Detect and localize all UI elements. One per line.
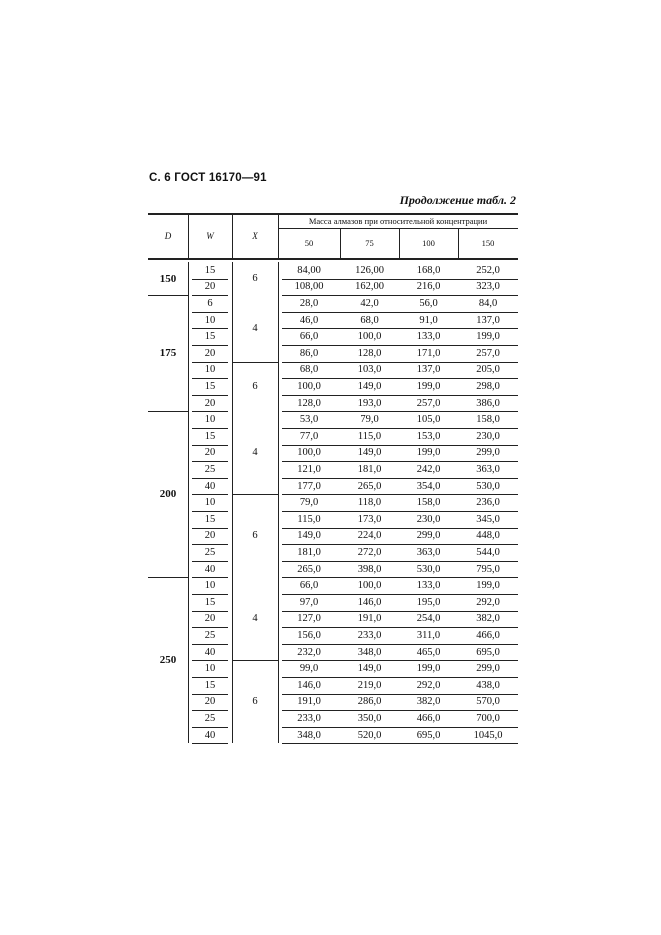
cell-mass: 149,0	[297, 530, 321, 542]
cell-w: 25	[204, 629, 216, 641]
cell-mass: 795,0	[476, 563, 500, 575]
cell-w: 15	[204, 331, 216, 343]
header-concentration: 75	[365, 238, 374, 248]
header-mass-group: Масса алмазов при относительной концентрации	[308, 215, 488, 226]
cell-x: 6	[252, 380, 258, 392]
cell-mass: 354,0	[416, 480, 441, 492]
cell-mass: 530,0	[416, 563, 441, 575]
cell-mass: 77,0	[299, 430, 319, 442]
x-group-rule	[232, 362, 278, 363]
cell-mass: 42,0	[360, 297, 379, 309]
cell-w: 20	[204, 530, 216, 542]
cell-mass: 79,0	[360, 414, 379, 426]
cell-mass: 299,0	[476, 447, 500, 459]
cell-mass: 168,0	[416, 264, 441, 276]
cell-w: 15	[204, 264, 216, 276]
cell-mass: 153,0	[416, 430, 441, 442]
cell-w: 10	[204, 314, 216, 326]
cell-mass: 233,0	[357, 629, 382, 641]
cell-mass: 181,0	[297, 546, 321, 558]
cell-w: 15	[204, 679, 216, 691]
cell-d: 150	[159, 272, 177, 285]
cell-mass: 1045,0	[473, 729, 503, 741]
cell-mass: 570,0	[476, 696, 500, 708]
cell-w: 10	[204, 414, 216, 426]
cell-mass: 177,0	[297, 480, 321, 492]
cell-w: 20	[204, 347, 216, 359]
cell-w: 10	[204, 497, 216, 509]
header-w: W	[206, 230, 214, 241]
cell-mass: 465,0	[416, 646, 441, 658]
cell-mass: 700,0	[476, 712, 500, 724]
cell-w: 20	[204, 613, 216, 625]
x-group-rule	[232, 660, 278, 661]
cell-mass: 292,0	[476, 596, 500, 608]
cell-w: 40	[204, 729, 216, 741]
cell-mass: 91,0	[419, 314, 438, 326]
cell-mass: 438,0	[476, 679, 500, 691]
cell-mass: 68,0	[360, 314, 379, 326]
cell-mass: 173,0	[357, 513, 382, 525]
cell-mass: 199,0	[476, 331, 500, 343]
cell-mass: 193,0	[357, 397, 382, 409]
cell-mass: 79,0	[299, 497, 319, 509]
cell-mass: 199,0	[416, 447, 441, 459]
cell-mass: 242,0	[416, 463, 441, 475]
cell-mass: 363,0	[416, 546, 441, 558]
cell-mass: 162,00	[355, 281, 384, 293]
cell-w: 25	[204, 546, 216, 558]
cell-mass: 299,0	[416, 530, 441, 542]
cell-w: 10	[204, 580, 216, 592]
cell-w: 10	[204, 663, 216, 675]
cell-mass: 115,0	[297, 513, 321, 525]
cell-mass: 158,0	[476, 414, 500, 426]
cell-w: 40	[204, 563, 216, 575]
cell-mass: 149,0	[357, 447, 382, 459]
cell-mass: 466,0	[476, 629, 500, 641]
cell-mass: 252,0	[476, 264, 500, 276]
d-group-rule	[148, 295, 188, 296]
cell-mass: 398,0	[357, 563, 382, 575]
cell-mass: 272,0	[357, 546, 382, 558]
cell-mass: 466,0	[416, 712, 441, 724]
cell-w: 15	[204, 430, 216, 442]
cell-mass: 530,0	[476, 480, 500, 492]
cell-mass: 66,0	[299, 331, 319, 343]
cell-mass: 257,0	[416, 397, 441, 409]
d-group-rule	[148, 411, 188, 412]
cell-mass: 191,0	[297, 696, 321, 708]
cell-mass: 68,0	[299, 364, 319, 376]
cell-mass: 544,0	[476, 546, 500, 558]
cell-x: 4	[252, 613, 258, 625]
cell-mass: 121,0	[297, 463, 321, 475]
cell-mass: 100,0	[297, 380, 321, 392]
cell-mass: 233,0	[297, 712, 321, 724]
cell-mass: 181,0	[357, 463, 382, 475]
cell-mass: 236,0	[476, 497, 500, 509]
cell-w: 6	[207, 297, 213, 309]
cell-mass: 219,0	[357, 679, 382, 691]
cell-w: 40	[204, 480, 216, 492]
row-rule	[282, 743, 518, 744]
cell-mass: 137,0	[476, 314, 500, 326]
cell-mass: 28,0	[299, 297, 319, 309]
cell-mass: 195,0	[416, 596, 441, 608]
cell-mass: 695,0	[476, 646, 500, 658]
cell-mass: 292,0	[416, 679, 441, 691]
cell-w: 15	[204, 380, 216, 392]
cell-w: 10	[204, 364, 216, 376]
header-bottom-border	[148, 258, 518, 260]
cell-mass: 216,0	[416, 281, 441, 293]
cell-mass: 232,0	[297, 646, 321, 658]
cell-mass: 149,0	[357, 663, 382, 675]
cell-mass: 386,0	[476, 397, 500, 409]
cell-w: 20	[204, 447, 216, 459]
cell-mass: 100,0	[357, 331, 382, 343]
cell-mass: 265,0	[297, 563, 321, 575]
body-column-rule	[278, 262, 279, 743]
cell-mass: 158,0	[416, 497, 441, 509]
cell-w: 15	[204, 596, 216, 608]
cell-mass: 323,0	[476, 281, 500, 293]
header-x: X	[252, 230, 258, 241]
cell-mass: 128,0	[357, 347, 382, 359]
cell-w: 20	[204, 397, 216, 409]
cell-mass: 230,0	[476, 430, 500, 442]
cell-mass: 695,0	[416, 729, 441, 741]
cell-mass: 224,0	[357, 530, 382, 542]
cell-w: 15	[204, 513, 216, 525]
cell-mass: 520,0	[357, 729, 382, 741]
cell-mass: 86,0	[299, 347, 319, 359]
cell-mass: 84,00	[297, 264, 321, 276]
cell-x: 6	[252, 273, 258, 285]
cell-w: 20	[204, 696, 216, 708]
cell-mass: 363,0	[476, 463, 500, 475]
cell-mass: 100,0	[297, 447, 321, 459]
cell-mass: 171,0	[416, 347, 441, 359]
cell-mass: 105,0	[416, 414, 441, 426]
cell-mass: 350,0	[357, 712, 382, 724]
cell-mass: 133,0	[416, 331, 441, 343]
cell-mass: 199,0	[416, 663, 441, 675]
cell-mass: 146,0	[297, 679, 321, 691]
d-group-rule	[148, 577, 188, 578]
x-group-rule	[232, 494, 278, 495]
cell-mass: 126,00	[355, 264, 384, 276]
cell-mass: 311,0	[416, 629, 441, 641]
cell-mass: 84,0	[478, 297, 498, 309]
cell-mass: 299,0	[476, 663, 500, 675]
cell-mass: 97,0	[299, 596, 319, 608]
cell-mass: 348,0	[297, 729, 321, 741]
cell-mass: 115,0	[357, 430, 382, 442]
cell-mass: 230,0	[416, 513, 441, 525]
cell-mass: 137,0	[416, 364, 441, 376]
cell-mass: 46,0	[299, 314, 319, 326]
cell-mass: 149,0	[357, 380, 382, 392]
cell-mass: 205,0	[476, 364, 500, 376]
cell-mass: 257,0	[476, 347, 500, 359]
cell-mass: 99,0	[299, 663, 319, 675]
cell-mass: 254,0	[416, 613, 441, 625]
cell-mass: 128,0	[297, 397, 321, 409]
cell-d: 200	[159, 488, 177, 501]
cell-mass: 345,0	[476, 513, 500, 525]
header-concentration: 50	[304, 238, 314, 248]
cell-mass: 199,0	[416, 380, 441, 392]
cell-w: 25	[204, 463, 216, 475]
cell-mass: 156,0	[297, 629, 321, 641]
table-caption: Продолжение табл. 2	[399, 193, 516, 207]
cell-mass: 348,0	[357, 646, 382, 658]
cell-x: 6	[252, 530, 258, 542]
header-d: D	[164, 230, 172, 241]
cell-w: 40	[204, 646, 216, 658]
cell-mass: 100,0	[357, 580, 382, 592]
cell-mass: 127,0	[297, 613, 321, 625]
cell-w: 20	[204, 281, 216, 293]
body-column-rule	[188, 262, 189, 743]
header-concentration: 150	[481, 238, 495, 248]
cell-x: 6	[252, 696, 258, 708]
cell-mass: 53,0	[299, 414, 319, 426]
cell-mass: 298,0	[476, 380, 500, 392]
cell-mass: 108,00	[294, 281, 324, 293]
row-rule	[192, 743, 228, 744]
cell-x: 4	[252, 322, 258, 334]
cell-mass: 146,0	[357, 596, 382, 608]
cell-mass: 191,0	[357, 613, 382, 625]
cell-mass: 103,0	[357, 364, 382, 376]
cell-mass: 199,0	[476, 580, 500, 592]
cell-mass: 382,0	[416, 696, 441, 708]
cell-mass: 265,0	[357, 480, 382, 492]
page-header: С. 6 ГОСТ 16170—91	[149, 172, 267, 184]
cell-d: 250	[159, 654, 177, 667]
cell-w: 25	[204, 712, 216, 724]
cell-mass: 66,0	[299, 580, 319, 592]
cell-d: 175	[159, 347, 177, 360]
cell-mass: 382,0	[476, 613, 500, 625]
cell-mass: 56,0	[419, 297, 438, 309]
header-concentration: 100	[422, 238, 435, 248]
cell-mass: 118,0	[357, 497, 382, 509]
cell-mass: 286,0	[357, 696, 382, 708]
body-column-rule	[232, 262, 233, 743]
cell-mass: 448,0	[476, 530, 500, 542]
cell-x: 4	[252, 447, 258, 459]
cell-mass: 133,0	[416, 580, 441, 592]
